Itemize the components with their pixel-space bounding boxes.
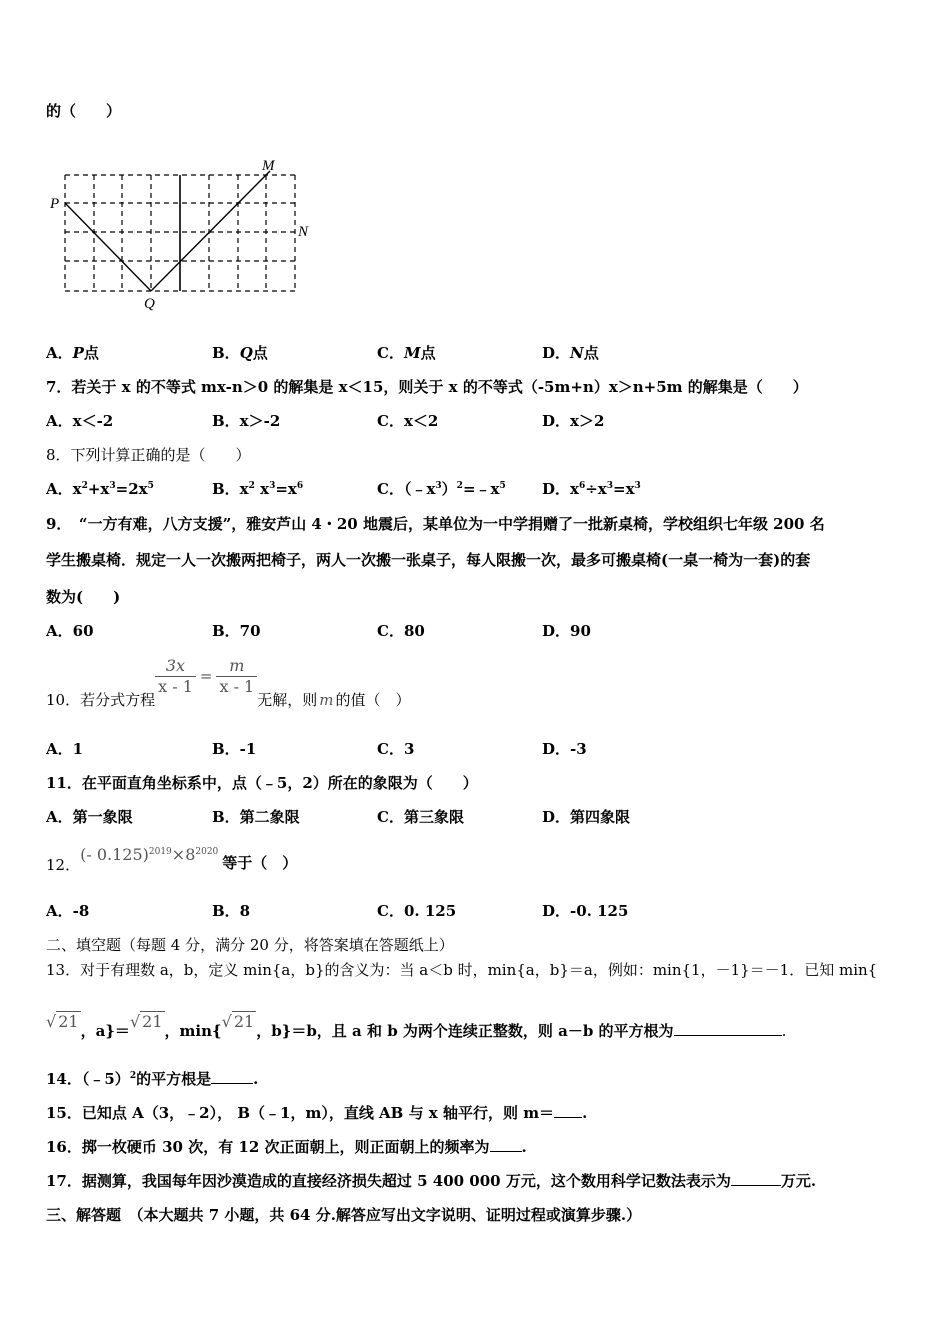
- q16-stem: 16．掷一枚硬币 30 次，有 12 次正面朝上，则正面朝上的频率为 .: [46, 1138, 527, 1156]
- q8-stem: 8．下列计算正确的是（ ）: [46, 446, 251, 464]
- label-m: M: [262, 158, 275, 174]
- q9-option-d: D．90: [542, 622, 591, 640]
- q15-answer-blank: [554, 1103, 582, 1118]
- q12-option-b: B．8: [212, 902, 251, 920]
- q7-option-d: D．x＞2: [542, 412, 605, 430]
- q11-option-d: D．第四象限: [542, 808, 631, 826]
- intro-line: 的（ ）: [46, 102, 122, 120]
- q12-option-a: A．-8: [46, 902, 90, 920]
- q8-option-d: D．$x^6\div x^3=x^3$: [542, 480, 641, 498]
- section-2-heading: 二、填空题（每题 4 分，满分 20 分，将答案填在答题纸上）: [46, 936, 454, 954]
- q15-stem: 15．已知点 A（3，﹣2）， B（﹣1，m），直线 AB 与 x 轴平行，则 m＝ .: [46, 1104, 588, 1122]
- q7-option-b: B．x＞-2: [212, 412, 281, 430]
- q12-option-d: D．-0. 125: [542, 902, 629, 920]
- q16-answer-blank: [490, 1137, 522, 1152]
- q9-option-c: C．80: [377, 622, 425, 640]
- q11-option-a: A．第一象限: [46, 808, 133, 826]
- q14-answer-blank: [211, 1069, 253, 1084]
- q7-option-a: A．x＜-2: [46, 412, 114, 430]
- q13-answer-blank: [674, 1021, 782, 1036]
- q8-option-a: A．$x^2+x^3=2x^5$: [46, 480, 154, 498]
- q9-line-1: 9． “一方有难，八方支援”，雅安芦山 4・20 地震后，某单位为一中学捐赠了一批新桌椅，学校组织七年级 200 名: [46, 515, 825, 533]
- q6-option-d: D．N点: [542, 344, 599, 362]
- q11-stem: 11．在平面直角坐标系中，点（﹣5，2）所在的象限为（ ）: [46, 774, 478, 792]
- sqrt-21-c: √ 21: [221, 1012, 255, 1031]
- q6-option-a: A．P点: [46, 344, 99, 362]
- sqrt-21-b: √ 21: [129, 1012, 163, 1031]
- section-3-heading: 三、解答题 （本大题共 7 小题，共 64 分.解答应写出文字说明、证明过程或演算步骤.）: [46, 1206, 642, 1224]
- q9-option-b: B．70: [212, 622, 261, 640]
- q10-option-d: D．-3: [542, 740, 587, 758]
- q9-line-2: 学生搬桌椅．规定一人一次搬两把椅子，两人一次搬一张桌子，每人限搬一次，最多可搬桌椅(一桌一椅为一套)的套: [46, 551, 811, 569]
- q11-option-c: C．第三象限: [377, 808, 464, 826]
- q10-option-a: A．1: [46, 740, 84, 758]
- q6-option-b: B．Q点: [212, 344, 268, 362]
- q13-line-1: 13．对于有理数 a，b，定义 min{a，b}的含义为：当 a＜b 时，min{a，b}＝a，例如：min{1，－1}＝－1．已知 min{: [46, 961, 878, 979]
- q10-fraction-right: $\frac{m}{x - 1}$: [216, 656, 257, 697]
- q10-option-c: C．3: [377, 740, 415, 758]
- q17-stem: 17．据测算，我国每年因沙漠造成的直接经济损失超过 5 400 000 万元，这个数用科学记数法表示为 万元.: [46, 1172, 817, 1190]
- q9-line-3: 数为( ): [46, 588, 121, 606]
- q12-option-c: C．0. 125: [377, 902, 457, 920]
- q6-option-c: C．M点: [377, 344, 436, 362]
- label-p: P: [50, 196, 60, 212]
- q17-answer-blank: [731, 1171, 781, 1186]
- q10-option-b: B．-1: [212, 740, 257, 758]
- label-q: Q: [144, 296, 155, 312]
- q14-stem: 14．（﹣5）$^2$的平方根是 .: [46, 1070, 259, 1088]
- q7-stem: 7．若关于 x 的不等式 mx-n＞0 的解集是 x＜15，则关于 x 的不等式（-5m+n）x＞n+5m 的解集是（ ）: [46, 378, 808, 396]
- q10-fraction-left: $\frac{3x}{x - 1}$: [155, 656, 196, 697]
- q8-option-c: C．$(﹣x^3)^2=﹣x^5$: [377, 480, 506, 498]
- q8-option-b: B．$x^2$ $x^3=x^6$: [212, 480, 304, 498]
- q9-option-a: A．60: [46, 622, 94, 640]
- q11-option-b: B．第二象限: [212, 808, 300, 826]
- label-n: N: [298, 224, 309, 240]
- q12-stem: 12．(- $0.125)^{2019}\times 8^{2020}$等于（ ）: [46, 845, 298, 874]
- q7-option-c: C．x＜2: [377, 412, 439, 430]
- grid-figure: [44, 152, 324, 312]
- sqrt-21-a: √ 21: [46, 1012, 79, 1031]
- q13-line-2: √ 21 ，a}＝√ 21 ，min{√ 21 ，b}＝b，且 a 和 b 为两个连续正整数，则 a－b 的平方根为 .: [46, 1012, 787, 1040]
- q10-stem: 10．若分式方程 $\frac{3x}{x - 1}$ = $\frac{m}{x - 1}$ 无解，则 m 的值（ ）: [46, 656, 411, 709]
